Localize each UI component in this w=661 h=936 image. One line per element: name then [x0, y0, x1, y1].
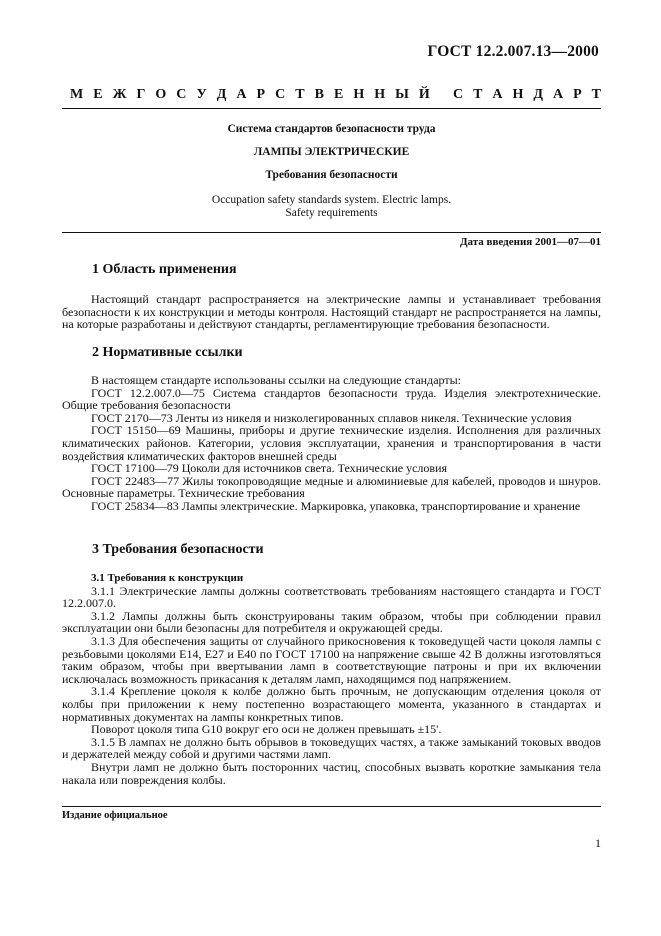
clause-paragraph: 3.1.4 Крепление цоколя к колбе должно быть прочным, не допускающим отделения цоколя от колбы при приложении к нему постепенно возрастающего момента, указанного в стандартах и нормативных документах на лампы конкретных типов.	[62, 684, 601, 724]
banner-letter: Г	[136, 87, 146, 102]
subsection-3-1-heading: 3.1 Требования к конструкции	[91, 572, 244, 584]
clause-paragraph: 3.1.5 В лампах не должно быть обрывов в токоведущих частях, а также замыканий токовых вводов и держателей между собой и другими частями ламп.	[62, 734, 601, 762]
banner-letter: А	[552, 87, 564, 102]
banner-word-standard	[453, 87, 601, 103]
banner-letter: О	[155, 87, 167, 102]
official-edition-label: Издание официальное	[62, 810, 168, 821]
section-2-body	[62, 374, 601, 513]
banner-letter: С	[453, 87, 464, 102]
document-title: ЛАМПЫ ЭЛЕКТРИЧЕСКИЕ	[253, 146, 410, 158]
reference-item: ГОСТ 22483—77 Жилы токопроводящие медные и алюминиевые для кабелей, проводов и шнуров. Основные параметры. Технические требования	[62, 473, 601, 501]
banner-letter: Д	[216, 87, 227, 102]
banner-letter: Р	[573, 87, 582, 102]
banner-letter: Ы	[395, 87, 409, 102]
section-3-heading: 3 Требования безопасности	[92, 542, 264, 557]
english-title	[62, 194, 601, 220]
banner-word-interstate	[70, 87, 430, 103]
clause-paragraph: 3.1.2 Лампы должны быть сконструированы таким образом, чтобы при соблюдении правил эксплуатации они были безопасны для потребителя и окружающей среды.	[62, 608, 601, 636]
banner-letter: Е	[333, 87, 344, 102]
standard-code: ГОСТ 12.2.007.13—2000	[427, 43, 599, 60]
banner-letter: Т	[591, 87, 601, 102]
introduction-date: Дата введения 2001—07—01	[459, 236, 601, 248]
banner-letter: Ж	[112, 87, 127, 102]
section-2-heading: 2 Нормативные ссылки	[92, 345, 243, 360]
document-subtitle: Требования безопасности	[265, 169, 398, 181]
banner-letter: Т	[473, 87, 483, 102]
clause-paragraph: 3.1.1 Электрические лампы должны соответствовать требованиям настоящего стандарта и ГОСТ 12.2.007.0.	[62, 583, 601, 611]
banner-letter: Т	[295, 87, 305, 102]
clause-paragraph: Поворот цоколя типа G10 вокруг его оси не должен превышать ±15'.	[91, 722, 442, 737]
interstate-standard-banner	[70, 87, 601, 103]
english-title-line-2: Safety requirements	[285, 207, 378, 219]
section-1-body	[62, 293, 601, 331]
clause-paragraph: Внутри ламп не должно быть посторонних частиц, способных вызвать короткие замыкания тела накала или повреждения колбы.	[62, 759, 601, 787]
reference-item: ГОСТ 12.2.007.0—75 Система стандартов безопасности труда. Изделия электротехнические. Общие требования безопасности	[62, 385, 601, 413]
footer-rule	[62, 806, 601, 807]
title-rule	[62, 232, 601, 233]
clause-paragraph: 3.1.3 Для обеспечения защиты от случайного прикосновения к токоведущей части цоколя лампы с резьбовыми цоколями E14, E27 и E40 по ГОСТ 17100 на напряжение свыше 42 В должны изготовляться таким образом, чтобы при ввертывании ламп в соответствующие патроны и при их включении исключалась возможность прикасания к деталям ламп, находящимся под напряжением.	[62, 633, 601, 686]
reference-item: ГОСТ 2170—73 Ленты из никеля и низколегированных сплавов никеля. Технические условия	[91, 410, 572, 425]
standards-series: Система стандартов безопасности труда	[227, 123, 436, 135]
reference-item: ГОСТ 25834—83 Лампы электрические. Маркировка, упаковка, транспортирование и хранение	[91, 498, 581, 513]
banner-letter: С	[275, 87, 286, 102]
section-1-heading: 1 Область применения	[92, 262, 237, 277]
banner-letter: Р	[256, 87, 266, 102]
page-number: 1	[595, 836, 601, 850]
banner-letter: Д	[533, 87, 543, 102]
reference-item: ГОСТ 15150—69 Машины, приборы и другие технические изделия. Исполнения для различных климатических районов. Категории, условия эксплуатации, хранения и транспортирования в части воздействия климатических факторов внешней среды	[62, 423, 601, 463]
banner-letter: А	[236, 87, 247, 102]
banner-letter: С	[176, 87, 187, 102]
banner-letter: Е	[93, 87, 103, 102]
banner-letter: Н	[512, 87, 524, 102]
banner-letter: У	[196, 87, 207, 102]
reference-item: ГОСТ 17100—79 Цоколи для источников света. Технические условия	[91, 461, 448, 476]
english-title-line-1: Occupation safety standards system. Electric lamps.	[211, 194, 452, 206]
section-1-text: Настоящий стандарт распространяется на электрические лампы и устанавливает требования безопасности к их конструкции и методы контроля. Настоящий стандарт не распространяется на лампы, на которые разработаны и действуют стандарты, регламентирующие требования безопасности.	[62, 292, 601, 332]
banner-letter: Н	[374, 87, 386, 102]
banner-letter: Н	[353, 87, 365, 102]
banner-letter: Й	[418, 87, 430, 102]
references-intro: В настоящем стандарте использованы ссылки на следующие стандарты:	[91, 373, 462, 387]
section-3-body	[62, 572, 601, 786]
banner-letter: А	[492, 87, 503, 102]
top-rule	[62, 108, 601, 109]
banner-letter: М	[70, 87, 84, 102]
banner-letter: В	[314, 87, 324, 102]
